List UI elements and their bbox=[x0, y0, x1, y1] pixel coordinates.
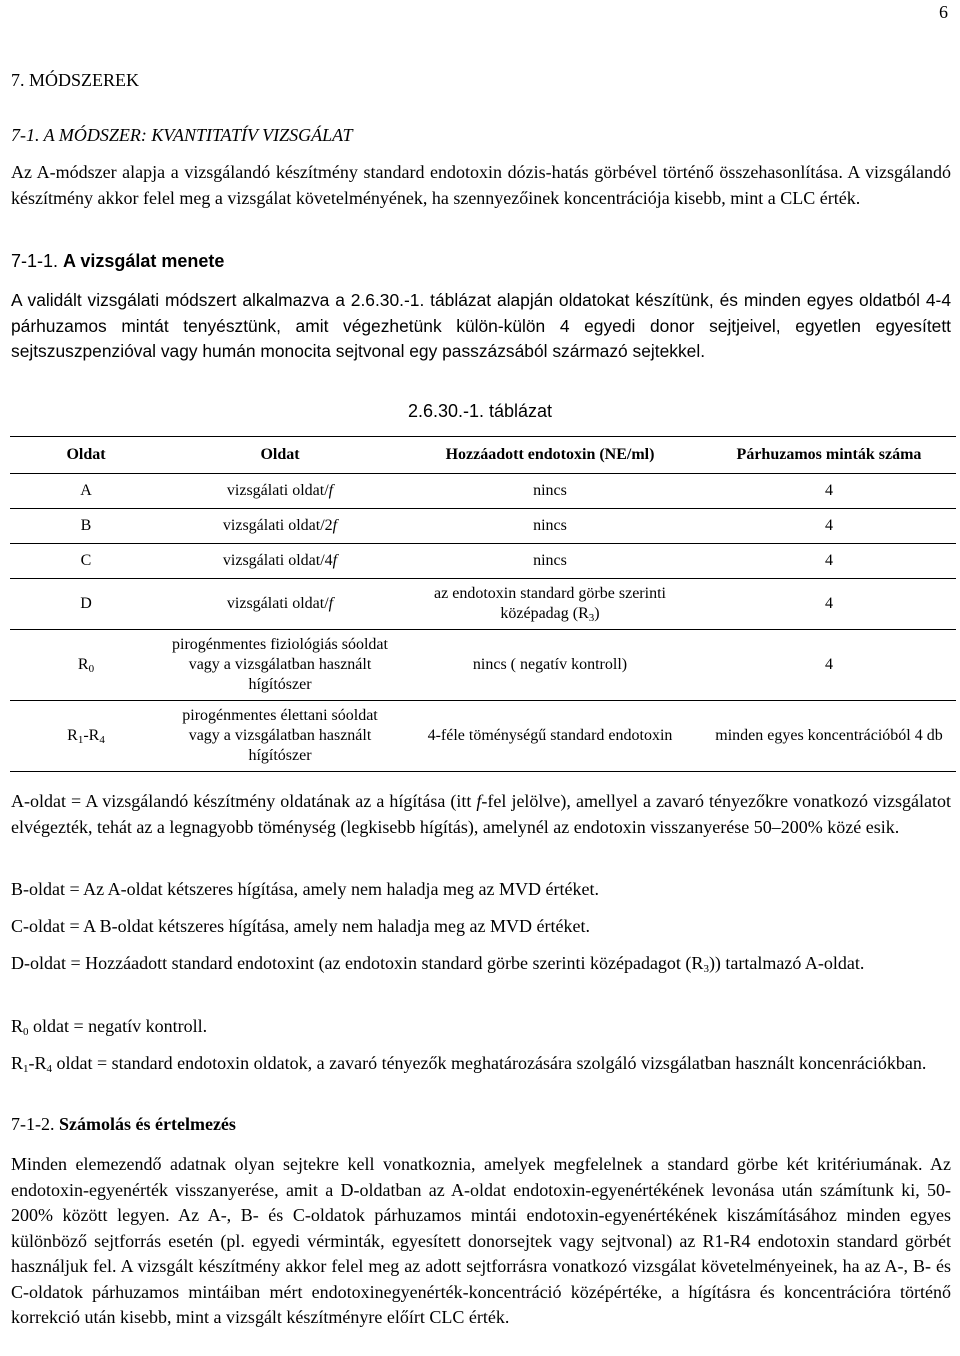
desc-text: vizsgálati oldat/4 bbox=[222, 552, 333, 569]
section-number: 7-1-2. bbox=[11, 1114, 55, 1134]
solution-name: B bbox=[10, 509, 162, 544]
table-header-row bbox=[10, 437, 956, 474]
def-text: oldat = negatív kontroll. bbox=[28, 1016, 208, 1036]
def-text: R bbox=[11, 1053, 24, 1073]
solution-name bbox=[10, 630, 162, 701]
definition-r1-r4 bbox=[11, 1051, 951, 1077]
def-factor: f bbox=[476, 791, 482, 811]
desc-factor: f bbox=[328, 482, 334, 499]
method-heading: 7-1. A MÓDSZER: KVANTITATÍV VIZSGÁLAT bbox=[11, 125, 353, 145]
definition-a bbox=[11, 789, 951, 840]
endotoxin-text: ) bbox=[594, 605, 600, 622]
replicate-count: 4 bbox=[702, 579, 956, 630]
def-text: oldat = standard endotoxin oldatok, a zavaró tényezők meghatározására szolgáló vizsgálatban használt koncenrációkban. bbox=[52, 1053, 927, 1073]
section-title: Számolás és értelmezés bbox=[59, 1114, 236, 1134]
evaluation-paragraph: Minden elemezendő adatnak olyan sejtekre kell vonatkoznia, amelyek megfelelnek a standard görbe két kritériumának. Az endotoxin-egyenérték visszanyerése, amit a D-oldatban az A-oldat endotoxin-egyenértékének levonása után számítunk ki, 50-200% között legyen. Az A-, B- és C-oldatok párhuzamos mintái endotoxin-egyenértékének kiszámításához minden egyes különböző sejtforrás esetén (pl. egyedi vérminták, egyesített donorsejtek vagy sejtvonal) az R1-R4 endotoxin standard görbét használjuk fel. A vizsgált készítmény akkor felel meg az adott sejtforrásra vonatkozó vizsgálat követelményeinek, ha az A-, B- és C-oldatok párhuzamos mintáiban mért endotoxinegyenérték-koncentráció középértéke, a hígításra és koncentrációra történő korrekció után kisebb, mint a vizsgált készítményre előírt CLC érték. bbox=[11, 1154, 951, 1327]
section-heading-2 bbox=[11, 1114, 236, 1135]
header-cell: Oldat bbox=[10, 437, 162, 474]
definition-d bbox=[11, 951, 951, 977]
replicate-count: 4 bbox=[702, 544, 956, 579]
def-text: )) tartalmazó A-oldat. bbox=[708, 953, 865, 973]
replicate-count: 4 bbox=[702, 474, 956, 509]
solution-desc bbox=[162, 544, 398, 579]
def-text: -R bbox=[28, 1053, 47, 1073]
table-row bbox=[10, 630, 956, 701]
section-number: 7-1-1. bbox=[11, 251, 59, 271]
desc-factor: f bbox=[332, 517, 338, 534]
definition-b: B-oldat = Az A-oldat kétszeres hígítása, amely nem haladja meg az MVD értéket. bbox=[11, 879, 599, 899]
subscript: 1 bbox=[77, 734, 84, 746]
name-text: R bbox=[77, 656, 89, 673]
definition-r0 bbox=[11, 1014, 951, 1040]
solution-desc bbox=[162, 509, 398, 544]
def-text: -fel jelölve), amellyel a zavaró tényezőkre vonatkozó vizsgálatot elvégezték, tehát az a legnagyobb töménység (legkisebb hígítás), amelynél az endotoxin visszanyerése 50–200% közé esik. bbox=[11, 791, 951, 837]
intro-paragraph: Az A-módszer alapja a vizsgálandó készítmény standard endotoxin dózis-hatás görbével történő összehasonlítása. A vizsgálandó készítmény akkor felel meg a vizsgálat követelményének, ha szennyezőinek koncentrációja kisebb, mint a CLC érték. bbox=[11, 162, 951, 208]
header-cell: Hozzáadott endotoxin (NE/ml) bbox=[398, 437, 702, 474]
subscript: 4 bbox=[46, 1063, 53, 1075]
chapter-heading: 7. MÓDSZEREK bbox=[11, 70, 140, 90]
replicate-count: 4 bbox=[702, 630, 956, 701]
solution-desc bbox=[162, 579, 398, 630]
section-heading-1 bbox=[11, 251, 224, 272]
replicate-count: minden egyes koncentrációból 4 db bbox=[702, 701, 956, 772]
subscript: 3 bbox=[588, 612, 595, 624]
section-title: A vizsgálat menete bbox=[63, 251, 225, 271]
subscript: 1 bbox=[23, 1063, 29, 1075]
desc-text: vizsgálati oldat/2 bbox=[222, 517, 333, 534]
desc-text: vizsgálati oldat/ bbox=[226, 595, 329, 612]
endotoxin-added: nincs bbox=[398, 544, 702, 579]
solution-desc bbox=[162, 474, 398, 509]
def-text: D-oldat = Hozzáadott standard endotoxint (az endotoxin standard görbe szerinti középadagot (R bbox=[11, 953, 704, 973]
table-row bbox=[10, 701, 956, 772]
solution-name: D bbox=[10, 579, 162, 630]
solution-name bbox=[10, 701, 162, 772]
subscript: 0 bbox=[23, 1026, 29, 1038]
endotoxin-added: nincs bbox=[398, 509, 702, 544]
procedure-paragraph: A validált vizsgálati módszert alkalmazva a 2.6.30.-1. táblázat alapján oldatokat készítünk, és minden egyes oldatból 4-4 párhuzamos mintát tenyésztünk, amit végezhetünk külön-külön 4 egyedi donor sejtjeivel, egyetlen egyesített sejtszuszpenzióval vagy humán monocita sejtvonal egy passzázsából származó sejtekkel. bbox=[11, 290, 951, 361]
name-text: -R bbox=[83, 727, 100, 744]
table-row bbox=[10, 544, 956, 579]
subscript: 4 bbox=[99, 734, 105, 746]
page-number: 6 bbox=[939, 2, 948, 22]
endotoxin-text: az endotoxin standard görbe szerinti középadag (R bbox=[434, 585, 666, 622]
endotoxin-added: nincs bbox=[398, 474, 702, 509]
solution-name: C bbox=[10, 544, 162, 579]
table-row bbox=[10, 474, 956, 509]
endotoxin-added: 4-féle töménységű standard endotoxin bbox=[398, 701, 702, 772]
definition-c: C-oldat = A B-oldat kétszeres hígítása, amely nem haladja meg az MVD értéket. bbox=[11, 916, 590, 936]
desc-text: vizsgálati oldat/ bbox=[226, 482, 329, 499]
solution-desc: pirogénmentes fiziológiás sóoldat vagy a vizsgálatban használt hígítószer bbox=[162, 630, 398, 701]
endotoxin-added bbox=[398, 579, 702, 630]
desc-factor: f bbox=[328, 595, 334, 612]
desc-factor: f bbox=[332, 552, 338, 569]
endotoxin-added: nincs ( negatív kontroll) bbox=[398, 630, 702, 701]
table-caption: 2.6.30.-1. táblázat bbox=[407, 401, 553, 421]
solution-desc: pirogénmentes élettani sóoldat vagy a vizsgálatban használt hígítószer bbox=[162, 701, 398, 772]
header-cell: Párhuzamos minták száma bbox=[702, 437, 956, 474]
def-text: R bbox=[11, 1016, 24, 1036]
subscript: 3 bbox=[703, 963, 709, 975]
subscript: 0 bbox=[88, 663, 95, 675]
solution-name: A bbox=[10, 474, 162, 509]
def-text: A-oldat = A vizsgálandó készítmény oldatának az a hígítása (itt bbox=[11, 791, 477, 811]
header-cell: Oldat bbox=[162, 437, 398, 474]
table-row bbox=[10, 509, 956, 544]
solutions-table bbox=[10, 436, 956, 772]
name-text: R bbox=[67, 727, 78, 744]
replicate-count: 4 bbox=[702, 509, 956, 544]
table-row bbox=[10, 579, 956, 630]
